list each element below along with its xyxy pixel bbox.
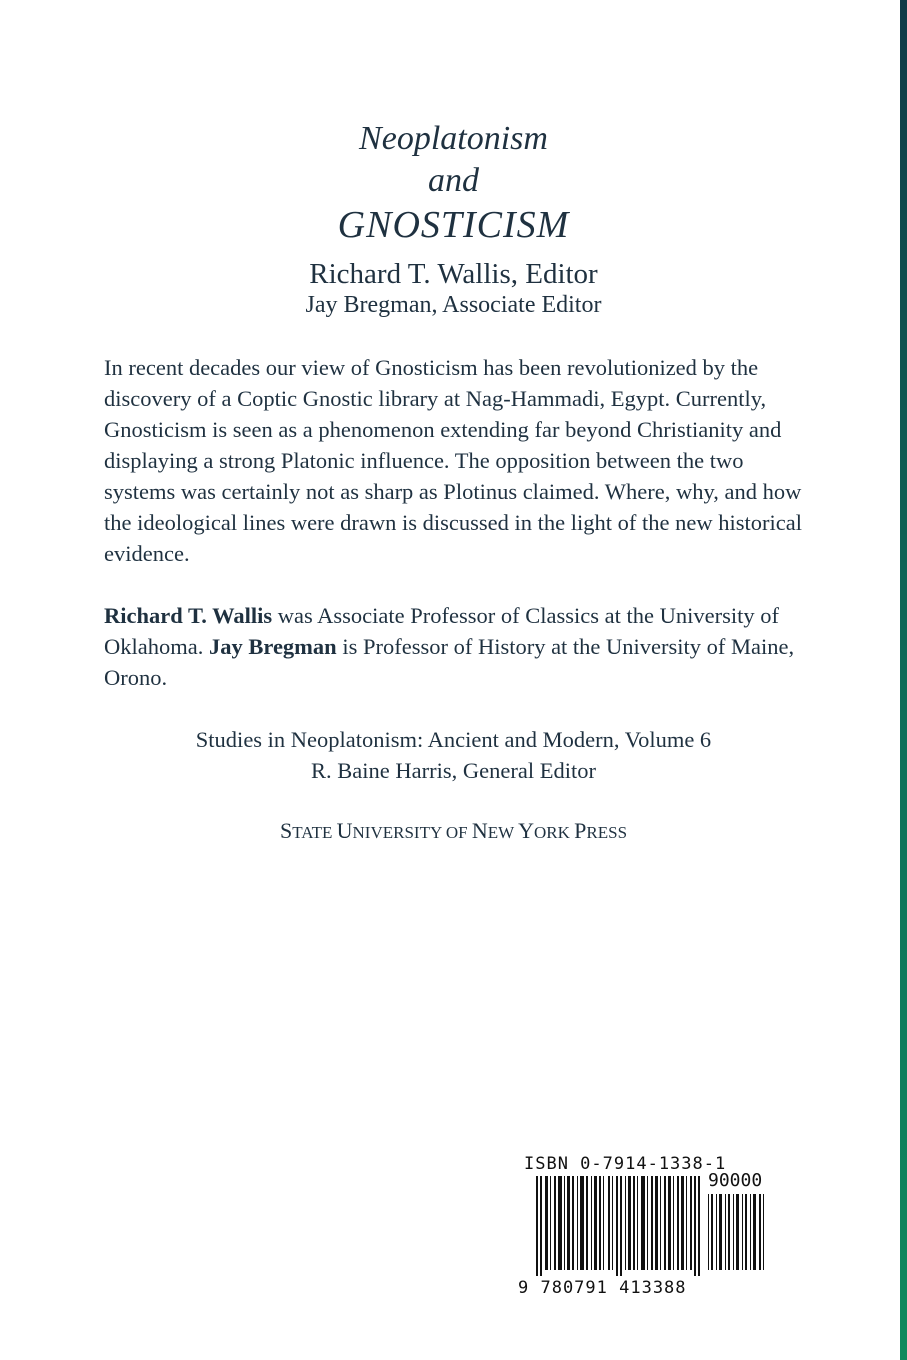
ean-barcode-bars — [536, 1176, 702, 1276]
title-line-2: and — [428, 162, 479, 199]
series-info — [0, 724, 907, 786]
title-line-3: GNOSTICISM — [337, 204, 570, 246]
series-title: Studies in Neoplatonism: Ancient and Modern, Volume 6 — [195, 727, 712, 752]
editor-name: Richard T. Wallis, Editor — [309, 258, 598, 290]
bio-text-1: was Associate Professor of Classics at the University of Oklahoma. — [104, 603, 779, 659]
addon-barcode-bars — [708, 1194, 768, 1270]
bio-paragraph — [104, 600, 804, 693]
bio-name-1: Richard T. Wallis — [104, 603, 273, 628]
bio-name-2: Jay Bregman — [208, 634, 337, 659]
barcode — [518, 1150, 788, 1300]
associate-editor-name: Jay Bregman, Associate Editor — [305, 292, 602, 318]
description-paragraph: In recent decades our view of Gnosticism has been revolutionized by the discovery of a Coptic Gnostic library at Nag-Hammadi, Egypt. Currently, Gnosticism is seen as a phenomenon extending far beyond Christianity and displaying a strong Platonic influence. The opposition between the two systems was certainly not as sharp as Plotinus claimed. Where, why, and how the ideological lines were drawn is discussed in the light of the new historical evidence. — [104, 355, 802, 566]
bio-text-2: is Professor of History at the University of Maine, Orono. — [104, 634, 795, 690]
book-title — [0, 118, 907, 248]
ean-digits: 9 780791 413388 — [518, 1278, 687, 1298]
isbn-label: ISBN 0-7914-1338-1 — [524, 1154, 727, 1174]
publisher-name: STATE UNIVERSITY OF NEW YORK PRESS — [279, 818, 628, 843]
title-line-1: Neoplatonism — [359, 120, 548, 157]
series-general-editor: R. Baine Harris, General Editor — [311, 758, 596, 783]
price-code: 90000 — [708, 1170, 763, 1191]
